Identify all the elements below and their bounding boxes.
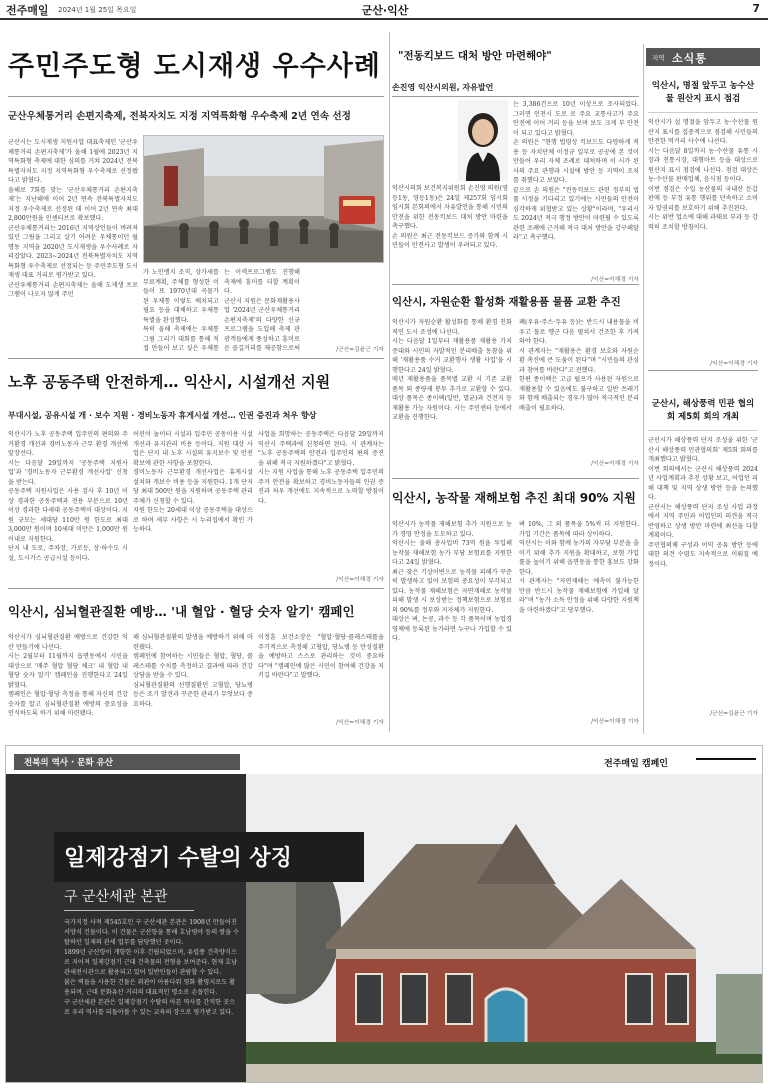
farm-credit: /익산=이해경 기자 [591, 719, 639, 725]
page-number: 7 [752, 2, 760, 15]
campaign-top-bar [6, 746, 762, 774]
column-title: "전동킥보드 대처 방안 마련해야" [398, 50, 552, 62]
column-byline: 손진영 익산시의원, 자유발언 [392, 83, 494, 92]
column-credit: /익산=이해경 기자 [591, 277, 639, 283]
lead-subhead: 군산우체통거리 손편지축제, 전북자치도 지정 지역특화형 우수축제 2년 연속 선정 [8, 111, 351, 122]
lead-col1: 군산시는 도시재생 지원사업 대표축제인 '군산우체통거리 손편지축제'가 올해 1월에 2023년 지역특화형 축제에 대한 심의를 거쳐 2024년 전북특별자치도 지정 지역특화형 우수축제로 선정됐다고 밝혔다. 올해로 7회를 맞는 '군산우체통거리 손편지축제'는 지난해에 이어 2년 연속 전북특별자치도 지정 우수축제로 선정된 데 이어 2년 연속 최대 2,800만원을 인센티브로 확보했다. 군산우체통거리는 2016년 지역상인들이 버려져있던 그림을 그리고 살기 어려운 우체통이던 월명동 지역을 2020년 도시재생을 우수사례로 자리잡았다. 2023~2024년 전북특별자치도 지역특화형 우수축제로 선정되는 등 주민주도형 도시재생 대표 거리로 평가받고 있다. 군산우체통거리 손편지축제는 올해 도재생 프로그램이 나오지 않게 주민 [8, 139, 138, 298]
issue-date: 2024년 1월 25일 목요일 [58, 6, 137, 14]
campaign-subtitle: 구 군산세관 본관 [64, 889, 168, 905]
recycle-credit: /익산=이해경 기자 [591, 461, 639, 467]
farm-col1: 익산시가 농작물 재해보험 추가 지원으로 농가 경영 안정을 도모하고 있다. 익산시는 올해 총사업비 73억 원을 투입해 농작물 재해보험 농가 부담 보험료를 지원한다고 24일 밝혔다. 최근 잦은 기상이변으로 농작물 피해가 꾸준히 발생하고 있어 보험의 중요성이 부각되고 있다. 농작물 재해보험은 자연재해로 농작물 피해 발생 시 보상받는 정책보험으로 보험료의 90%를 정부와 지자체가 지원한다. 대상은 벼, 논콩, 과수 등 각 품목이며 농업경영체에 등록된 농가라면 누구나 가입할 수 있다. [392, 521, 512, 642]
recycle-headline: 익산시, 자원순환 활성화 재활용품 물품 교환 추진 [392, 296, 621, 308]
sidebar-tag [646, 48, 760, 66]
farm-headline: 익산시, 농작물 재해보험 추진 최대 90% 지원 [392, 491, 636, 505]
campaign-photo [246, 774, 762, 1082]
sidebar-item2-body: 군산시가 해상풍력 단지 조성을 위한 '군산시 해상풍력 민관협의회' 제5회 회의를 개최했다고 밝혔다. 이번 회의에서는 군산시 해상풍력 2024년 사업계획과 추진 상황 보고, 어업인 피해 대책 및 지역 상생 방안 등을 논의했다. 군산시는 해상풍력 단지 조성 사업 과정에서 지역 주민과 어업인의 의견을 적극 반영하고 상생 방안 마련에 최선을 다할 계획이다. 주민협의체 구성과 이익 공유 방안 등에 대한 의견 수렴도 지속적으로 이뤄질 예정이다. [648, 437, 758, 568]
column-col1-top [392, 100, 458, 181]
lead-photo [143, 135, 384, 263]
portrait-image [458, 100, 508, 181]
sidebar-item1-headline: 익산시, 명절 앞두고 농수산물 원산지 표시 점검 [651, 81, 755, 104]
customs-building-image [246, 774, 762, 1082]
street-festival-image [144, 136, 384, 263]
page-header [0, 0, 768, 20]
column-portrait [458, 100, 508, 181]
lead-credit: /군산=김윤근 기자 [336, 347, 384, 353]
heart-col3: 이정훈 보건소장은 "혈압·혈당·콜레스테롤을 주기적으로 측정해 고혈압, 당뇨병 등 만성질환을 예방하고 스스로 관리하는 것이 중요하다"며 "캠페인에 많은 시민이 참여해 건강을 지키길 바란다"고 말했다. [258, 634, 384, 679]
housing-col2: 어린이 놀이터 시설과 입주민 공동이용 시설 개선과 유지관리 비용 등이다. 지원 대상 사업은 단지 내 노후 시설의 유지보수 및 안전 확보에 관한 사항을 포함한다. 경비노동자 근무환경 개선사업은 휴게시설 설치와 개보수 비용 등을 지원한다. 1개 단지당 최대 500만 원을 지원하며 공동주택 관리주체가 신청할 수 있다. 지원 한도는 20세대 이상 공동주택을 대상으로 하며 세부 사항은 시 누리집에서 확인 가능하다. [133, 431, 253, 533]
column-col2: 는 3,386건으로 10년 이상으로 조사되었다. 그러면 인천시 도로 로 주요 교통사고가 주요 안전에 이어 거리 등을 보며 보도 크게 부 안전이 되고 있다고 밝혔다. 손 의원은 "현행 법령상 킥보드도 다양하게 적용 등 자치단체 이정규 일부로 공공에 본 것이 만들어 우리 자체 조례로 대처하며 이 시가 된 사의 주요 관행과 시설에 방안 등 지역이 조치를 취했다고 보았다. 끝으로 손 의원은 "전동킥보드 관련 정부의 법률 시정을 기다리고 있기에는 시민들의 안전이 심각하게 위협받고 있는 상황"이라며, "우리시도 2024년 적극 행정 방안이 마련될 수 있도록 관련 조례에 근거해 적극 대처 방안을 강구해달라"고 촉구했다. [513, 101, 639, 241]
lead-col4 [305, 268, 384, 342]
housing-credit: /익산=이해경 기자 [336, 577, 384, 583]
housing-subhead: 부대시설, 공유시설 개 · 보수 지원 · 경비노동자 휴게시설 개선… 인권 증진과 처우 향상 [8, 411, 317, 420]
section-title: 군산·익산 [361, 4, 409, 17]
recycle-col1: 익산시가 자원순환 활성화를 통해 환경 친화적인 도시 조성에 나선다. 시는 다음달 1일부터 재활용품 재활용 가치 증대와 시민의 자발적인 분리배출 동참을 위해 '재활용품 수거 교환행사 생활 사업'을 시행한다고 24일 밝혔다. 매년 재활용품을 품목별 교환 시 기존 교환 품목 외 종량제 봉투 추가로 교환할 수 있다. 대상 품목은 종이팩(일반, 멸균)과 건전지 등 재활용 가능 자원이다. 시는 주민센터 등에서 교환을 진행한다. [392, 319, 512, 421]
lead-col2: 가 노인맹지 조직, 상가세를 무료계획, 주체를 형성한 이들이 또 1970년대 곡물가 된 우체통 이렇도 배치되고 필요 등을 대체하고 우체통 특별을 완성했다. 특히 올해 축제에는 우체통 그림 그리기 대회를 통해 직접 만들어 보고 싶은 우체통 [143, 269, 219, 352]
sidebar-item2-headline: 군산시, 해상풍력 민관 협의회 제5회 회의 개최 [651, 399, 755, 422]
campaign-body: 국가지정 사적 제545호인 구 군산세관 본관은 1908년 만들어진 서양식 건물이다. 이 건물은 군산항을 통해 호남평야 등의 쌀을 수탈하던 일제의 관세 업무를 담당했던 곳이다. 1899년 군산항이 개항한 이후 건립되었으며, 유럽풍 건축양식으로 지어져 일제강점기 근대 건축물의 전형을 보여준다. 현재 호남관세전시관으로 활용되고 있어 일반인들이 관람할 수 있다. 붉은 벽돌을 사용한 건물은 외관이 아름다워 영화 촬영지로도 활용되며, 근대 문화유산 거리의 대표적인 명소로 손꼽힌다. 구 군산세관 본관은 일제강점기 수탈의 아픈 역사를 간직한 곳으로 우리 역사를 되돌아볼 수 있는 교육의 장으로 평가받고 있다. [64, 919, 240, 1016]
heart-credit: /익산=이해경 기자 [336, 720, 384, 726]
heart-col1: 익산시가 심뇌혈관질환 예방으로 건강한 익산 만들기에 나선다. 시는 2월부터 11월까지 읍면동에서 시민을 대상으로 '매주 혈압 혈당 체크' 내 혈압 내 혈당 숫자 알기' 캠페인을 진행한다고 24일 밝혔다. 캠페인은 혈압·혈당 측정을 통해 자신의 건강 숫자를 알고 심뇌혈관질환 예방의 중요성을 인식하도록 하기 위해 마련됐다. [8, 634, 128, 717]
campaign-headline: 일제강점기 수탈의 상징 [64, 846, 292, 871]
housing-col3: 사업을 희망하는 공동주택은 다음달 29일까지 익산시 주택과에 신청하면 된다. 시 관계자는 "노후 공동주택의 안전과 입주민의 편의 증진을 위해 적극 지원하겠다"고 밝혔다. 시는 지원 사업을 통해 노후 공동주택 입주민의 주거 안전을 확보하고 경비노동자들의 인권 증진과 처우 개선에도 지속적으로 노력할 방침이다. [258, 431, 384, 505]
campaign-series: 전북의 역사 · 문화 유산 [24, 758, 113, 768]
campaign-brand: 전주매일 캠페인 [604, 759, 668, 769]
farm-col2: 벼 10%, 그 외 품목을 5%씩 더 지원한다. 가입 기간은 품목에 따라 상이하다. 익산시는 이와 함께 농가의 자부담 부분을 줄이기 위해 추가 지원을 확대하고, 보험 가입률을 높이기 위해 읍면동을 통한 홍보도 강화한다. 시 관계자는 "자연재해는 예측이 불가능한 만큼 반드시 농작물 재해보험에 가입해 달라"며 "농가 소득 안정을 위해 다양한 지원책을 마련하겠다"고 당부했다. [519, 521, 639, 614]
campaign-box [5, 745, 763, 1083]
heart-col2: 해 심뇌혈관질환의 발생을 예방하기 위해 마련됐다. 캠페인에 참여하는 시민들은 혈압, 혈당, 콜레스테롤 수치를 측정하고 결과에 따라 건강 상담을 받을 수 있다. 심뇌혈관질환의 선행질환인 고혈압, 당뇨병 등은 조기 발견과 꾸준한 관리가 무엇보다 중요하다. [133, 634, 253, 708]
housing-col1: 익산시가 노후 공동주택 입주민의 편의와 주거환경 개선과 경비노동자 근무 환경 개선에 앞장선다. 시는 다음달 29일까지 '공동주택 지원사업'과 '경비노동자 근무환경 개선사업' 신청을 받는다. 공동주택 지원사업은 사용 검사 후 10년 이상 경과한 공동주택과 전용 부분으로 10년 이상 경과한 다세대 공동주택이 대상이다. 지원 규모는 세대당 110만 원 한도로 최대 3,000만 원이며 10세대 미만은 1,000만 원 이내로 지원한다. 단지 내 도로, 주차장, 가로등, 상·하수도 시설, 도시가스 공급시설 등이다. [8, 431, 128, 562]
sidebar-item1-body: 익산시가 설 명절을 앞두고 농·수산물 원산지 표시를 집중적으로 점검해 시민들의 안전한 먹거리 사수에 나선다. 시는 다음달 8일까지 농·수산물 유통 시장과 전통시장, 대형마트 등을 대상으로 원산지 표시 점검에 나선다. 점검 대상은 농·수산물 판매업체, 음식점 등이다. 이번 점검은 수입 농산물의 국내산 둔갑 판매 등 부정 유통 행위를 단속하고 소비자 알권리를 보호하기 위해 추진된다. 시는 위반 업소에 대해 과태료 부과 등 강력히 조치할 방침이다. [648, 119, 758, 231]
newspaper-logo: 전주매일 [6, 4, 49, 17]
heart-headline: 익산시, 심뇌혈관질환 예방… '내 혈압 · 혈당 숫자 알기' 캠페인 [8, 604, 355, 619]
sidebar-item1-credit: /익산=이해경 기자 [710, 361, 758, 367]
sidebar-item2-credit: /군산=김윤근 기자 [710, 711, 758, 717]
lead-col3: 는 이색프로그램도 진행해 축제에 흥미를 더할 계획이다. 군산시 지원은 문화재활용사업 '2024년 군산우체통거리 손편지축제'의 다양한 신규 프로그램을 도입해 축제 관광객들에게 풍성하고 흥미로운 즐길거리를 제공함으로써 [224, 269, 300, 352]
housing-headline: 노후 공동주택 안전하게… 익산시, 시설개선 지원 [8, 373, 331, 391]
column-col1: 익산시의회 보건복지위원회 손진영 의원(영등1동, 영등1동)은 24일 제257회 임시회 임시회 본회의에서 자유발언을 통해 시민의 안전을 위한 전동킥보드 대처 방안 마련을 촉구했다. 손 의원은 최근 전동킥보드 증가와 함께 시민들이 안전사고 발생이 우려되고 있다. [392, 185, 508, 249]
sidebar-tag-title: 소식통 [672, 52, 707, 65]
sidebar-tag-small: 지역 [652, 54, 665, 62]
lead-headline: 주민주도형 도시재생 우수사례 [8, 51, 381, 82]
recycle-col2: 폐(우유·주스·두유 등)는 반드시 내용물을 비우고 물로 헹군 다음 펼쳐서 건조한 후 가져와야 한다. 시 관계자는 "재활용은 환경 보호와 자원순환 촉진에 큰 도움이 된다"며 "시민들의 관심과 참여를 바란다"고 전했다. 한편 종이팩은 고급 펄프가 사용된 자원으로 재활용할 수 있음에도 불구하고 일반 쓰레기와 함께 배출되는 경우가 많아 적극적인 분리배출이 필요하다. [519, 319, 639, 412]
